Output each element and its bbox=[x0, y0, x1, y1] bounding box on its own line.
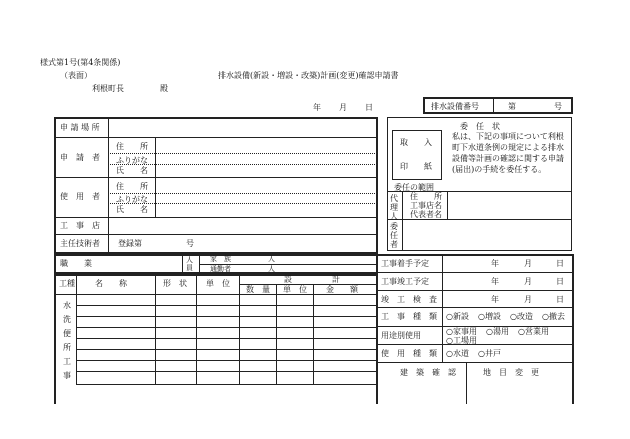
agent-address: 住 所 bbox=[410, 192, 442, 201]
drainage-number-label: 排水設備番号 bbox=[431, 102, 479, 111]
agent-shop: 工事店名 bbox=[410, 201, 442, 210]
start-day: 日 bbox=[556, 259, 564, 268]
th-amount: 金 額 bbox=[326, 285, 358, 294]
opt-bath[interactable]: ○湯用 bbox=[486, 327, 509, 336]
th-shape: 形 状 bbox=[163, 279, 187, 288]
delegation-scope: 委任の範囲 bbox=[394, 183, 434, 192]
th-kind: 工種 bbox=[59, 279, 75, 288]
finish-month: 月 bbox=[524, 277, 532, 286]
form-side: （表面） bbox=[60, 71, 92, 80]
usage-label: 用途別使用 bbox=[381, 331, 421, 340]
vlabel-5: 事 bbox=[63, 371, 71, 380]
opt-modify[interactable]: ○改造 bbox=[510, 312, 533, 321]
user-furigana: ふりがな bbox=[116, 195, 148, 204]
opt-remove[interactable]: ○撤去 bbox=[542, 312, 565, 321]
drainage-dai: 第 bbox=[508, 102, 516, 111]
th-quantity: 数 量 bbox=[246, 285, 270, 294]
persons-label: 人 員 bbox=[186, 256, 193, 272]
opt-new[interactable]: ○新設 bbox=[446, 312, 469, 321]
family-label: 家 族 bbox=[210, 255, 231, 263]
building-confirmation: 建 築 確 認 bbox=[400, 368, 456, 377]
drainage-go: 号 bbox=[554, 102, 562, 111]
start-year: 年 bbox=[491, 259, 499, 268]
finish-day: 日 bbox=[556, 277, 564, 286]
use-kind-label: 使 用 種 類 bbox=[381, 349, 437, 358]
th-unit: 単 位 bbox=[206, 279, 230, 288]
construction-type-label: 工 事 種 類 bbox=[381, 312, 437, 321]
start-month: 月 bbox=[524, 259, 532, 268]
stamp-line2: 印 紙 bbox=[400, 162, 432, 171]
finish-year: 年 bbox=[491, 277, 499, 286]
form-number: 様式第1号(第4条関係) bbox=[40, 58, 121, 67]
applicant-name: 氏 名 bbox=[116, 166, 148, 175]
start-label: 工事着手予定 bbox=[381, 259, 429, 268]
applicant-label: 申 請 者 bbox=[60, 153, 100, 162]
honorific: 殿 bbox=[160, 84, 168, 93]
opt-water[interactable]: ○水道 bbox=[446, 349, 469, 358]
opt-business[interactable]: ○営業用 bbox=[518, 327, 549, 336]
vlabel-0: 水 bbox=[63, 301, 71, 310]
inspection-day: 日 bbox=[556, 295, 564, 304]
vlabel-4: 工 bbox=[63, 357, 71, 366]
delegator-label: 委任者 bbox=[390, 222, 398, 249]
opt-household[interactable]: ○家事用 bbox=[446, 327, 477, 336]
delegation-title: 委 任 状 bbox=[460, 122, 500, 131]
user-label: 使 用 者 bbox=[60, 192, 100, 201]
commuters-unit: 人 bbox=[268, 265, 275, 273]
delegation-text: 私は、下記の事項について利根町下水道条例の規定による排水設備等計画の確認に関する申請(届出)の手続を委任する。 bbox=[452, 132, 564, 174]
opt-add[interactable]: ○増設 bbox=[478, 312, 501, 321]
registration-label: 登録第 bbox=[118, 239, 142, 248]
vlabel-1: 洗 bbox=[63, 315, 71, 324]
user-name: 氏 名 bbox=[116, 205, 148, 214]
vlabel-3: 所 bbox=[63, 343, 71, 352]
engineer-label: 主任技術者 bbox=[60, 239, 100, 248]
inspection-month: 月 bbox=[524, 295, 532, 304]
family-unit: 人 bbox=[268, 255, 275, 263]
commuters-label: 通勤者 bbox=[210, 265, 231, 273]
th-name: 名 称 bbox=[95, 279, 127, 288]
inspection-year: 年 bbox=[491, 295, 499, 304]
agent-label: 代理人 bbox=[390, 194, 398, 221]
contractor-label: 工 事 店 bbox=[60, 221, 100, 230]
form-title: 排水設備(新設・増設・改築)計画(変更)確認申請書 bbox=[218, 71, 399, 80]
stamp-line1: 取 入 bbox=[400, 138, 432, 147]
th-unit2: 単 位 bbox=[283, 285, 307, 294]
applicant-furigana: ふりがな bbox=[116, 156, 148, 165]
occupation-label: 職 業 bbox=[60, 259, 92, 268]
addressee: 利根町長 bbox=[92, 84, 124, 93]
site-label: 申 請 場 所 bbox=[60, 123, 100, 132]
agent-rep: 代表者名 bbox=[410, 210, 442, 219]
opt-factory[interactable]: ○工場用 bbox=[446, 336, 477, 345]
applicant-address: 住 所 bbox=[116, 142, 148, 151]
th-design: 設 計 bbox=[284, 275, 340, 284]
lot-change: 地 目 変 更 bbox=[483, 368, 539, 377]
user-address: 住 所 bbox=[116, 182, 148, 191]
inspection-label: 竣 工 検 査 bbox=[381, 295, 437, 304]
date-day: 日 bbox=[365, 103, 373, 112]
vlabel-2: 便 bbox=[63, 329, 71, 338]
date-year: 年 bbox=[313, 103, 321, 112]
opt-well[interactable]: ○井戸 bbox=[478, 349, 501, 358]
finish-label: 工事竣工予定 bbox=[381, 277, 429, 286]
registration-go: 号 bbox=[186, 239, 194, 248]
date-month: 月 bbox=[339, 103, 347, 112]
